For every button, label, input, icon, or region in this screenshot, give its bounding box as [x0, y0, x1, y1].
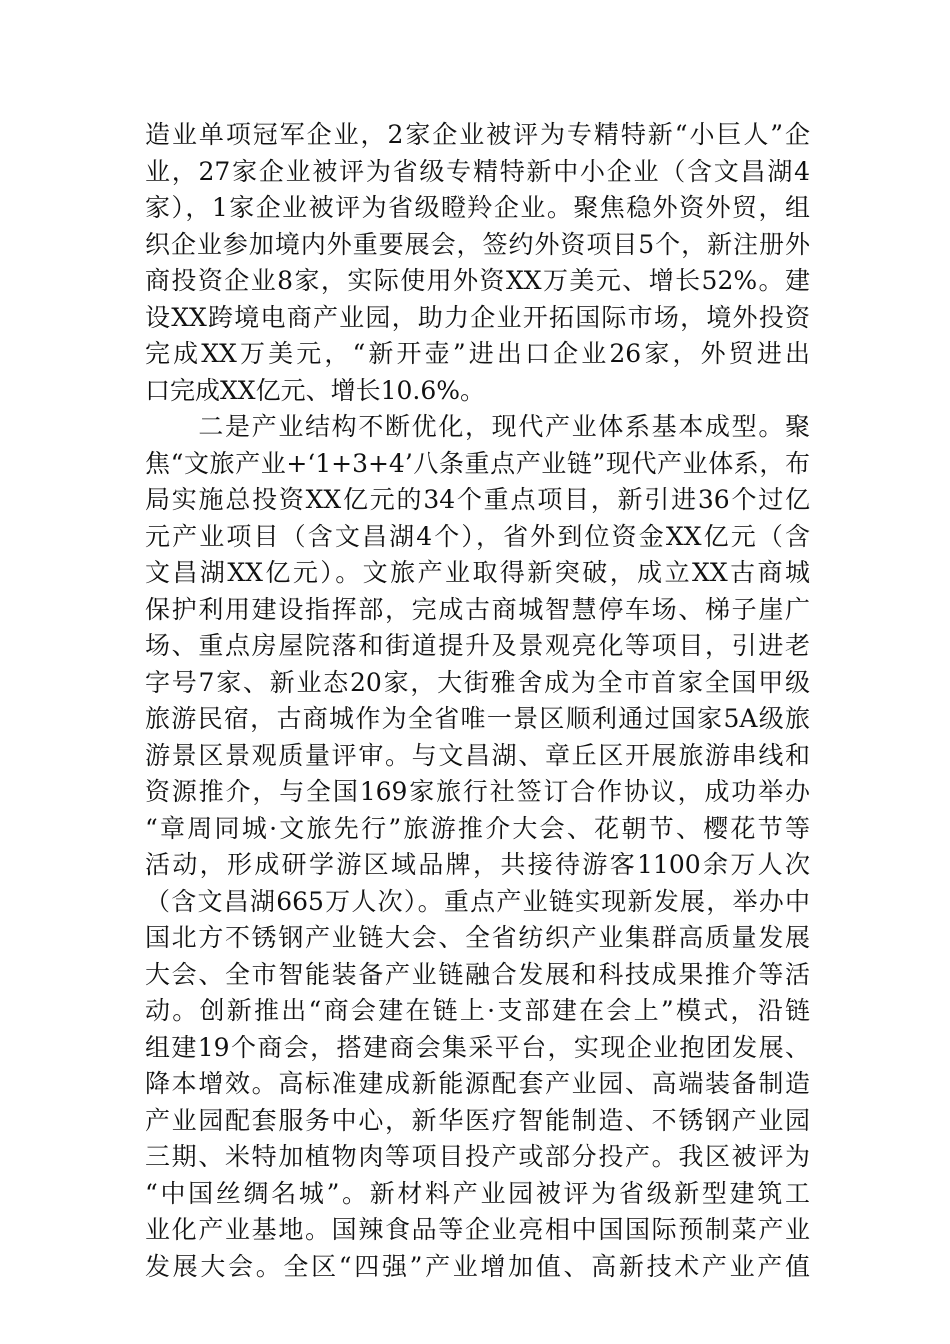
text-line: 发展大会。全区“四强”产业增加值、高新技术产业产值	[145, 1251, 810, 1281]
text-line: 完成XX万美元，“新开壶”进出口企业26家，外贸进出	[145, 339, 810, 368]
text-line: 业，27家企业被评为省级专精特新中小企业（含文昌湖4	[145, 156, 810, 186]
text-line: 业化产业基地。国辣食品等企业亮相中国国际预制菜产业	[145, 1215, 810, 1244]
text-line: （含文昌湖665万人次）。重点产业链实现新发展，举办中	[145, 886, 810, 916]
text-line: 国北方不锈钢产业链大会、全省纺织产业集群高质量发展	[145, 923, 810, 952]
text-line: 动。创新推出“商会建在链上·支部建在会上”模式，沿链	[145, 996, 810, 1025]
text-line: 织企业参加境内外重要展会，签约外资项目5个，新注册外	[145, 229, 810, 259]
text-line: 局实施总投资XX亿元的34个重点项目，新引进36个过亿	[145, 485, 810, 514]
text-line: 元产业项目（含文昌湖4个），省外到位资金XX亿元（含	[145, 521, 810, 551]
text-line: 产业园配套服务中心，新华医疗智能制造、不锈钢产业园	[145, 1105, 810, 1135]
text-line: 造业单项冠军企业，2家企业被评为专精特新“小巨人”企	[145, 120, 810, 149]
text-line: 活动，形成研学游区域品牌，共接待游客1100余万人次	[145, 850, 810, 879]
text-line: 商投资企业8家，实际使用外资XX万美元、增长52%。建	[145, 266, 810, 295]
text-line: 焦“文旅产业+‘1+3+4’八条重点产业链”现代产业体系，布	[145, 448, 810, 478]
text-line: 保护利用建设指挥部，完成古商城智慧停车场、梯子崖广	[145, 594, 810, 624]
paragraph-end-line: 口完成XX亿元、增长10.6%。	[145, 375, 486, 405]
text-line: 降本增效。高标准建成新能源配套产业园、高端装备制造	[145, 1069, 810, 1098]
text-line: 二是产业结构不断优化，现代产业体系基本成型。聚	[145, 412, 810, 441]
text-line: 家），1家企业被评为省级瞪羚企业。聚焦稳外资外贸，组	[145, 193, 810, 222]
text-line: 场、重点房屋院落和街道提升及景观亮化等项目，引进老	[145, 631, 810, 660]
text-line: 字号7家、新业态20家，大街雅舍成为全市首家全国甲级	[145, 667, 810, 697]
text-line: 大会、全市智能装备产业链融合发展和科技成果推介等活	[145, 959, 810, 989]
text-line: 组建19个商会，搭建商会集采平台，实现企业抱团发展、	[145, 1032, 810, 1062]
text-line: 三期、米特加植物肉等项目投产或部分投产。我区被评为	[145, 1142, 810, 1171]
body-text	[145, 117, 810, 1285]
text-line: 资源推介，与全国169家旅行社签订合作协议，成功举办	[145, 777, 810, 806]
text-line: 文昌湖XX亿元）。文旅产业取得新突破，成立XX古商城	[145, 558, 810, 587]
text-line: 旅游民宿，古商城作为全省唯一景区顺利通过国家5A级旅	[145, 704, 810, 733]
text-line: 设XX跨境电商产业园，助力企业开拓国际市场，境外投资	[145, 302, 810, 332]
text-line: 游景区景观质量评审。与文昌湖、章丘区开展旅游串线和	[145, 740, 810, 770]
text-line: “中国丝绸名城”。新材料产业园被评为省级新型建筑工	[145, 1178, 810, 1208]
text-line: “章周同城·文旅先行”旅游推介大会、花朝节、樱花节等	[145, 813, 810, 843]
